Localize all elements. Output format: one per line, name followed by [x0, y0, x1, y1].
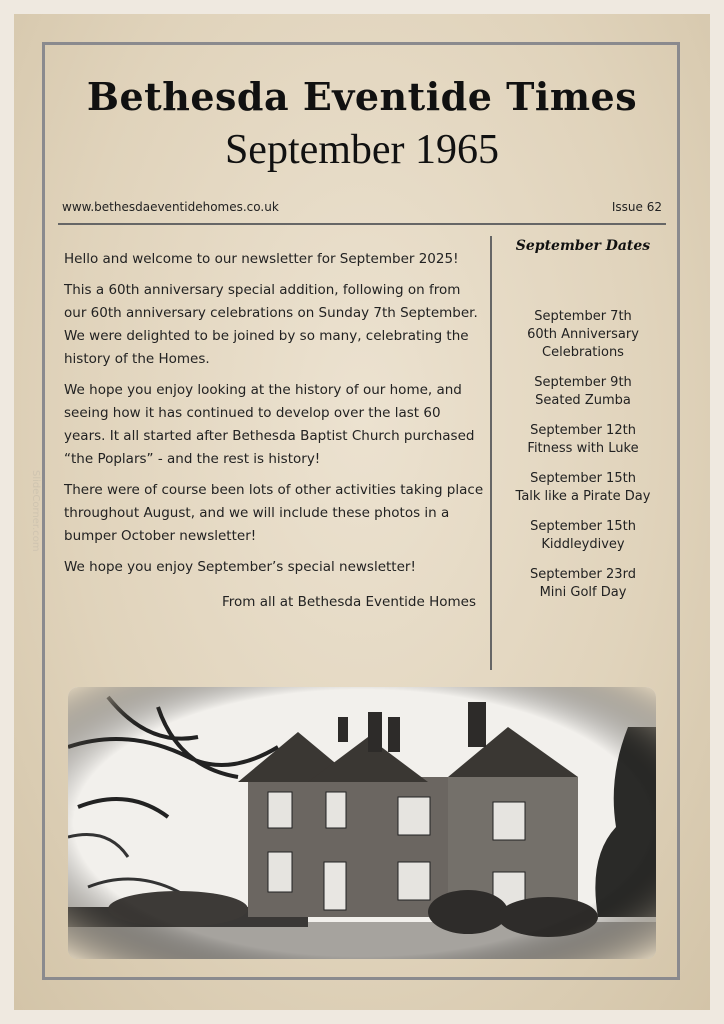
date-day: September 9th: [534, 375, 632, 390]
website-link[interactable]: www.bethesdaeventidehomes.co.uk: [62, 200, 279, 214]
house-photo: [68, 687, 656, 959]
date-day: September 12th: [530, 423, 636, 438]
date-item: [496, 374, 670, 410]
date-item: [496, 566, 670, 602]
date-event: Mini Golf Day: [539, 585, 627, 600]
welcome-letter: [64, 248, 484, 587]
letter-paragraph: We hope you enjoy September’s special newsletter!: [64, 559, 416, 575]
letter-paragraph: This a 60th anniversary special addition, following on from our 60th anniversary celebrations on Sunday 7th September. We were delighted to be joined by so many, celebrating the history of the Homes.: [64, 282, 478, 367]
date-item: [496, 518, 670, 554]
date-day: September 23rd: [530, 567, 636, 582]
letter-paragraph: Hello and welcome to our newsletter for September 2025!: [64, 251, 459, 267]
date-event: Seated Zumba: [535, 393, 631, 408]
dates-list: [496, 308, 670, 614]
date-item: [496, 422, 670, 458]
date-day: September 7th: [534, 309, 632, 324]
header-divider: [58, 223, 666, 225]
letter-paragraph: We hope you enjoy looking at the history of our home, and seeing how it has continued to develop over the last 60 years. It all started after Bethesda Baptist Church purchased “the Poplars” - and the rest is history!: [64, 382, 475, 467]
date-day: September 15th: [530, 471, 636, 486]
date-event: Fitness with Luke: [527, 441, 639, 456]
masthead-title: Bethesda Eventide Times: [86, 74, 638, 119]
date-event: 60th Anniversary Celebrations: [527, 327, 639, 360]
date-event: Talk like a Pirate Day: [515, 489, 651, 504]
issue-date: September 1965: [224, 127, 500, 173]
watermark: SlideCorner.com: [30, 470, 41, 552]
date-day: September 15th: [530, 519, 636, 534]
dates-heading: September Dates: [515, 238, 651, 254]
issue-number: Issue 62: [611, 200, 662, 214]
column-divider: [490, 236, 492, 670]
letter-paragraph: There were of course been lots of other activities taking place throughout August, and we will include these photos in a bumper October newsletter!: [64, 482, 484, 544]
date-item: [496, 308, 670, 362]
letter-signoff: From all at Bethesda Eventide Homes: [221, 594, 476, 610]
date-item: [496, 470, 670, 506]
date-event: Kiddleydivey: [541, 537, 625, 552]
